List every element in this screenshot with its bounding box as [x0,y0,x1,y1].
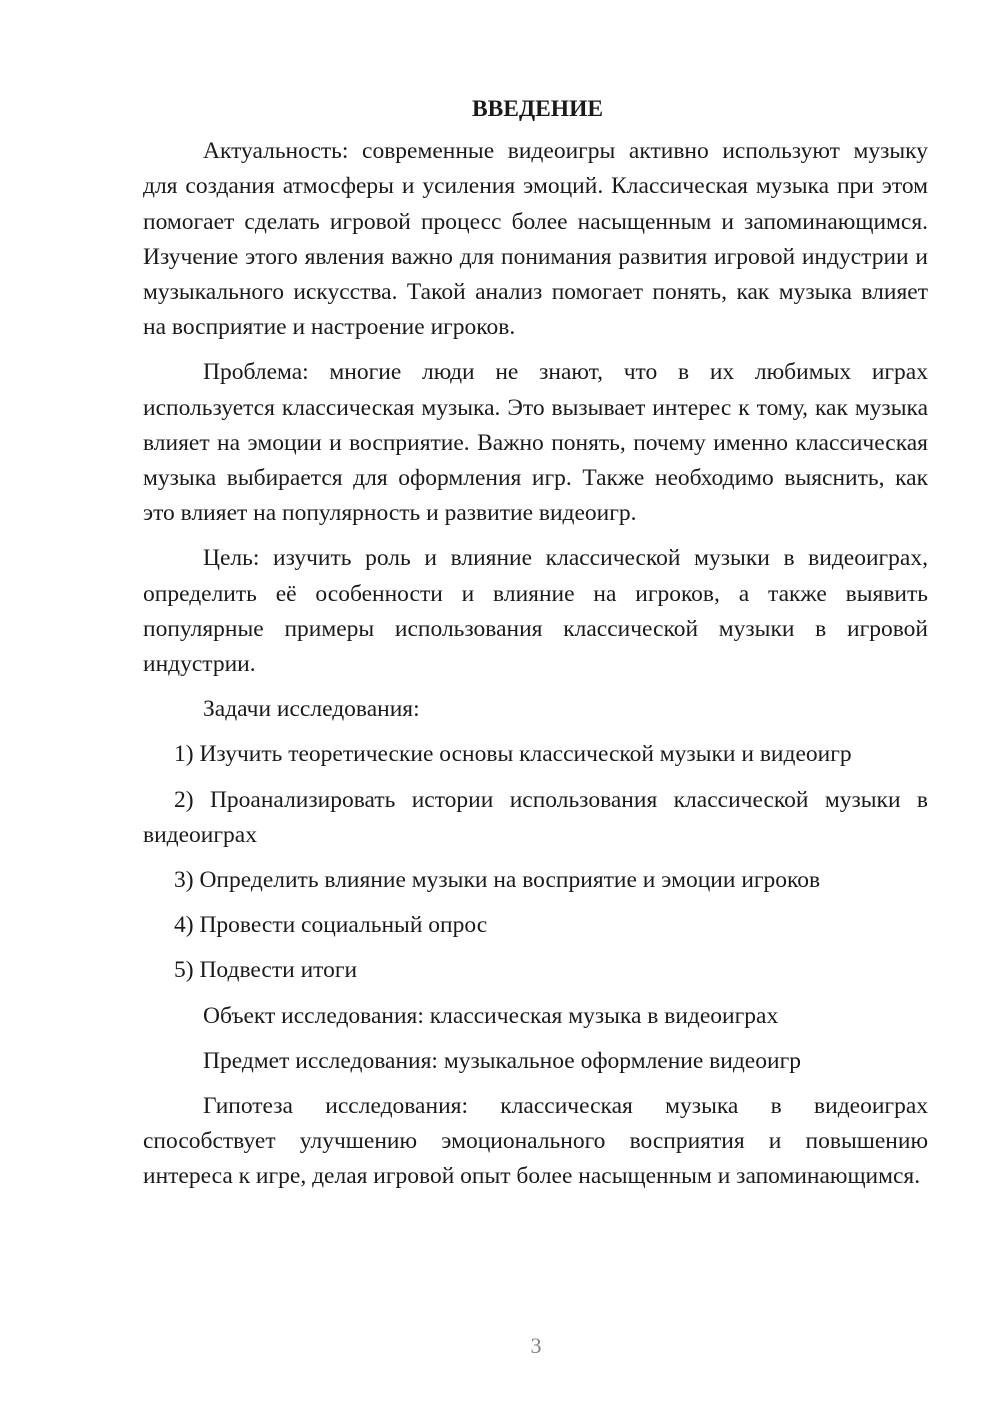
task-item: 2) Проанализировать истории использования классической музыки в видеоиграх [143,786,928,848]
page-number: 3 [530,1333,542,1358]
section-title: ВВЕДЕНИЕ [471,96,604,122]
task-item: 3) Определить влияние музыки на восприятие и эмоции игроков [174,867,821,894]
hypothesis-paragraph: Гипотеза исследования: классическая музыка в видеоиграх способствует улучшению эмоционального восприятия и повышению интереса к игре, делая игровой опыт более насыщенным и запоминающимся. [143,1093,928,1190]
object-paragraph: Объект исследования: классическая музыка в видеоиграх [203,1002,779,1029]
relevance-paragraph: Актуальность: современные видеоигры активно используют музыку для создания атмосферы и усиления эмоций. Классическая музыка при этом помогает сделать игровой процесс более насыщенным и запоминающимся. Изучение этого явления важно для понимания развития игровой индустрии и музыкального искусства. Такой анализ помогает понять, как музыка влияет на восприятие и настроение игроков. [143,138,928,341]
task-item: 5) Подвести итоги [174,957,358,984]
subject-paragraph: Предмет исследования: музыкальное оформление видеоигр [203,1047,801,1074]
task-item: 4) Провести социальный опрос [174,912,488,939]
task-item: 1) Изучить теоретические основы классической музыки и видеоигр [174,741,852,768]
problem-paragraph: Проблема: многие люди не знают, что в их любимых играх используется классическая музыка. Это вызывает интерес к тому, как музыка влияет на эмоции и восприятие. Важно понять, почему именно классическая музыка выбирается для оформления игр. Также необходимо выяснить, как это влияет на популярность и развитие видеоигр. [143,359,928,527]
page-content [143,92,928,1205]
tasks-heading: Задачи исследования: [203,696,420,723]
goal-paragraph: Цель: изучить роль и влияние классической музыки в видеоиграх, определить её особенности и влияние на игроков, а также выявить популярные примеры использования классической музыки в игровой индустрии. [143,545,928,678]
